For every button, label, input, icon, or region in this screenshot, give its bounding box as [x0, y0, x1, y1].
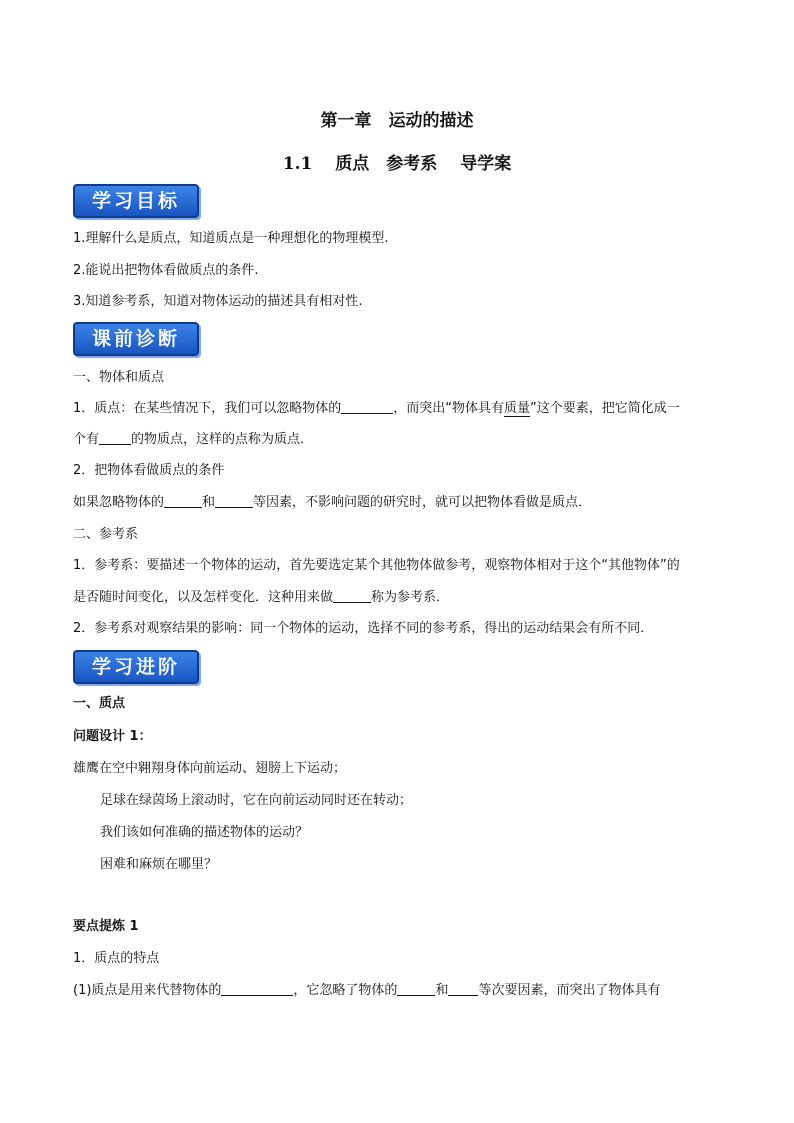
text-span: (1)质点是用来代替物体的 — [73, 983, 222, 998]
text-span: ，它忽略了物体的 — [293, 983, 398, 998]
fill-blank[interactable] — [397, 982, 435, 996]
text-span: 和 — [202, 495, 216, 510]
key-points-title: 要点提炼 1 — [73, 919, 139, 934]
section-heading: 二、参考系 — [73, 527, 139, 542]
question-text: 足球在绿茵场上滚动时，它在向前运动同时还在转动； — [100, 793, 413, 808]
diagnosis-paragraph: 2．参考系对观察结果的影响：同一个物体的运动，选择不同的参考系，得出的运动结果会有所不同． — [73, 621, 654, 636]
diagnosis-paragraph — [73, 494, 591, 512]
text-span: 和 — [435, 983, 449, 998]
fill-blank[interactable] — [99, 431, 131, 445]
text-span: 1．质点：在某些情况下，我们可以忽略物体的 — [73, 401, 342, 416]
text-span: 如果忽略物体的 — [73, 495, 165, 510]
question-title: 问题设计 1： — [73, 729, 152, 744]
diagnosis-paragraph — [73, 589, 449, 607]
fill-blank[interactable] — [448, 982, 478, 996]
objective-item: 3.知道参考系，知道对物体运动的描述具有相对性. — [73, 294, 363, 309]
text-span: ”这个要素，把它简化成一 — [530, 401, 680, 416]
chapter-title: 第一章 运动的描述 — [320, 111, 474, 131]
text-span: 是否随时间变化，以及怎样变化．这种用来做 — [73, 590, 334, 605]
diagnosis-paragraph: 2．把物体看做质点的条件 — [73, 463, 225, 478]
objectives-badge: 学习目标 — [73, 184, 199, 218]
diagnosis-paragraph: 1．参考系：要描述一个物体的运动，首先要选定某个其他物体做参考，观察物体相对于这个“其他物体”的 — [73, 558, 680, 573]
section-heading: 一、物体和质点 — [73, 370, 165, 385]
text-span: 称为参考系． — [371, 590, 450, 605]
diagnosis-paragraph — [73, 400, 680, 418]
key-point-text: 1．质点的特点 — [73, 951, 160, 966]
diagnosis-badge: 课前诊断 — [73, 322, 199, 356]
objective-item: 1.理解什么是质点，知道质点是一种理想化的物理模型. — [73, 231, 389, 246]
key-point-text — [73, 982, 660, 1000]
section-heading: 一、质点 — [73, 696, 126, 711]
text-span: 个有 — [73, 432, 100, 447]
text-span: 等因素，不影响问题的研究时，就可以把物体看做是质点． — [253, 495, 592, 510]
fill-blank[interactable] — [221, 982, 293, 996]
question-text: 雄鹰在空中翱翔身体向前运动、翅膀上下运动； — [73, 761, 347, 776]
question-text: 我们该如何准确的描述物体的运动？ — [100, 825, 309, 840]
fill-blank[interactable] — [164, 494, 202, 508]
fill-blank[interactable] — [341, 400, 393, 414]
text-span: 的物质点，这样的点称为质点． — [131, 432, 314, 447]
advance-badge: 学习进阶 — [73, 650, 199, 684]
underlined-term: 质量 — [504, 401, 531, 416]
fill-blank[interactable] — [215, 494, 253, 508]
lesson-title: 1.1 质点 参考系 导学案 — [282, 154, 512, 174]
text-span: ，而突出“物体具有 — [393, 401, 505, 416]
objective-item: 2.能说出把物体看做质点的条件. — [73, 263, 259, 278]
fill-blank[interactable] — [333, 589, 371, 603]
diagnosis-paragraph — [73, 431, 313, 449]
question-text: 困难和麻烦在哪里？ — [100, 857, 218, 872]
text-span: 等次要因素，而突出了物体具有 — [478, 983, 661, 998]
